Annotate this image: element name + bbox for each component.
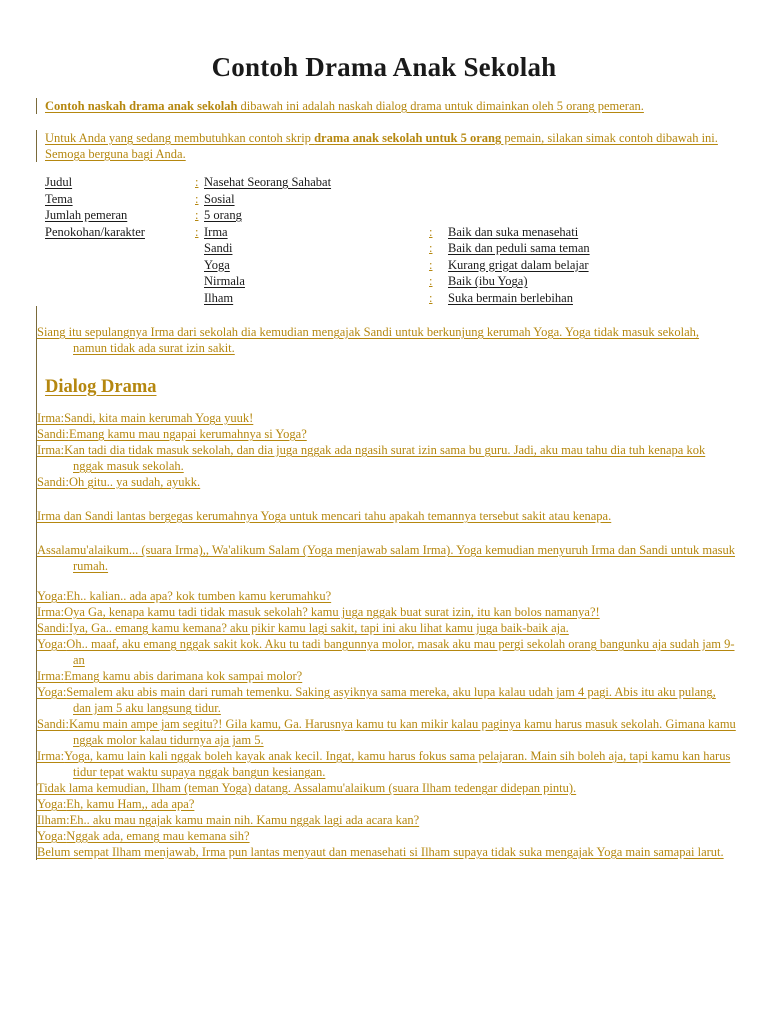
character-name: Nirmala xyxy=(204,274,245,288)
dialog-text: Kan tadi dia tidak masuk sekolah, dan dia juga nggak ada ngasih surat izin sama bu guru. Jadi, aku mau tahu dia tuh kenapa kok nggak masuk sekolah. xyxy=(64,443,706,473)
narration-paragraph: Tidak lama kemudian, Ilham (teman Yoga) datang. Assalamu'alaikum (suara Ilham tedengar didepan pintu). xyxy=(36,780,736,796)
info-row-jumlah xyxy=(45,207,736,224)
speaker-name: Yoga: xyxy=(37,589,67,603)
speaker-name: Irma: xyxy=(37,749,65,763)
dialog-line xyxy=(36,636,736,668)
speaker-name: Ilham: xyxy=(37,813,70,827)
page-title: Contoh Drama Anak Sekolah xyxy=(211,52,557,82)
dialog-text: Eh.. kalian.. ada apa? kok tumben kamu kerumahku? xyxy=(66,589,332,603)
dialog-text: Iya, Ga.. emang kamu kemana? aku pikir kamu lagi sakit, tapi ini aku lihat kamu juga baik-baik aja. xyxy=(68,621,569,635)
dialog-line xyxy=(36,410,736,426)
intro-paragraph-2 xyxy=(36,130,736,162)
character-name: Irma xyxy=(204,224,228,239)
speaker-name: Sandi: xyxy=(37,717,69,731)
dialog-line xyxy=(36,828,736,844)
dialog-block-b xyxy=(36,588,736,780)
character-trait: Baik dan suka menasehati xyxy=(448,224,579,239)
info-label: Judul xyxy=(45,175,73,189)
narration-paragraph: Irma dan Sandi lantas bergegas kerumahnya Yoga untuk mencari tahu apakah temannya tersebut sakit atau kenapa. xyxy=(36,508,736,524)
info-row-character-sandi xyxy=(45,240,736,257)
character-name: Yoga xyxy=(204,257,230,272)
spacer xyxy=(36,356,736,374)
speaker-name: Yoga: xyxy=(37,829,67,843)
character-trait: Baik (ibu Yoga) xyxy=(448,274,528,288)
spacer xyxy=(36,306,736,324)
spacer xyxy=(36,400,736,410)
drama-info-table xyxy=(36,174,736,306)
character-trait: Suka bermain berlebihan xyxy=(448,290,573,305)
intro-text: pemain, silakan simak contoh dibawah ini. Semoga berguna bagi Anda. xyxy=(45,131,718,161)
dialog-line xyxy=(36,426,736,442)
info-row-character-yoga xyxy=(45,257,736,274)
dialog-text: Semalem aku abis main dari rumah temenku. Saking asyiknya sama mereka, aku lupa kalau udah jam 4 pagi. Abis itu aku pulang, dan jam 5 aku langsung tidur. xyxy=(66,685,716,715)
dialog-text: Yoga, kamu lain kali nggak boleh kayak anak kecil. Ingat, kamu harus fokus sama pelajaran. Main sih boleh aja, tapi kamu kan harus tidur tepat waktu supaya nggak bangun kesiangan. xyxy=(64,749,731,779)
info-colon: : xyxy=(429,257,433,272)
info-colon: : xyxy=(429,224,433,239)
info-value: Nasehat Seorang Sahabat xyxy=(204,175,332,189)
info-label: Penokohan/karakter xyxy=(45,224,145,239)
dialog-text: Oya Ga, kenapa kamu tadi tidak masuk sekolah? kamu juga nggak buat surat izin, itu kan bolos namanya?! xyxy=(64,605,600,619)
dialog-text: Emang kamu abis darimana kok sampai molor? xyxy=(64,669,303,683)
character-trait: Kurang grigat dalam belajar xyxy=(448,257,589,272)
info-colon: : xyxy=(429,241,433,255)
dialog-line xyxy=(36,716,736,748)
info-value: Sosial xyxy=(204,191,235,206)
intro-bold-phrase[interactable]: Contoh naskah drama anak sekolah xyxy=(45,99,238,113)
dialog-block-c xyxy=(36,796,736,844)
dialog-line xyxy=(36,748,736,780)
dialog-text: Eh, kamu Ham,, ada apa? xyxy=(66,797,195,811)
info-colon: : xyxy=(195,224,199,239)
dialog-line xyxy=(36,604,736,620)
narration-paragraph: Belum sempat Ilham menjawab, Irma pun lantas menyaut dan menasehati si Ilham supaya tidak suka mengajak Yoga main samapai larut. xyxy=(36,844,736,860)
dialog-text: Emang kamu mau ngapai kerumahnya si Yoga? xyxy=(68,427,307,441)
dialog-text: Kamu main ampe jam segitu?! Gila kamu, Ga. Harusnya kamu tu kan mikir kalau paginya kamu harus masuk sekolah. Gimana kamu nggak molor kalau tidurnya aja jam 5. xyxy=(68,717,736,747)
intro-text: dibawah ini adalah naskah dialog drama untuk dimainkan oleh 5 orang pemeran. xyxy=(237,99,644,113)
intro-paragraph-1 xyxy=(36,98,736,114)
info-row-judul xyxy=(45,174,736,191)
info-row-character-nirmala xyxy=(45,273,736,290)
narration-paragraph: Siang itu sepulangnya Irma dari sekolah dia kemudian mengajak Sandi untuk berkunjung kerumah Yoga. Yoga tidak masuk sekolah, namun tidak ada surat izin sakit. xyxy=(36,324,736,356)
info-colon: : xyxy=(195,175,199,189)
spacer xyxy=(36,524,736,542)
character-name: Ilham xyxy=(204,290,234,305)
dialog-line xyxy=(36,442,736,474)
character-name: Sandi xyxy=(204,241,233,255)
intro-bold-phrase[interactable]: drama anak sekolah untuk 5 orang xyxy=(314,131,502,145)
dialog-line xyxy=(36,588,736,604)
speaker-name: Sandi: xyxy=(37,475,69,489)
speaker-name: Irma: xyxy=(37,605,65,619)
dialog-text: Nggak ada, emang mau kemana sih? xyxy=(66,829,250,843)
speaker-name: Sandi: xyxy=(37,621,69,635)
speaker-name: Yoga: xyxy=(37,637,67,651)
info-colon: : xyxy=(195,208,199,222)
dialog-line xyxy=(36,620,736,636)
spacer xyxy=(36,574,736,588)
speaker-name: Irma: xyxy=(37,669,65,683)
info-colon: : xyxy=(195,191,199,206)
info-label: Jumlah pemeran xyxy=(45,208,128,222)
dialog-line xyxy=(36,812,736,828)
speaker-name: Irma: xyxy=(37,443,65,457)
dialog-line xyxy=(36,684,736,716)
character-trait: Baik dan peduli sama teman xyxy=(448,241,590,255)
narration-paragraph: Assalamu'alaikum... (suara Irma),, Wa'alikum Salam (Yoga menjawab salam Irma). Yoga kemudian menyuruh Irma dan Sandi untuk masuk rumah. xyxy=(37,543,736,573)
dialog-text: Oh gitu.. ya sudah, ayukk. xyxy=(68,475,201,489)
dialog-text: Eh.. aku mau ngajak kamu main nih. Kamu nggak lagi ada acara kan? xyxy=(69,813,420,827)
spacer xyxy=(36,490,736,508)
dialog-block-a xyxy=(36,410,736,490)
speaker-name: Irma: xyxy=(37,411,65,425)
info-row-tema xyxy=(45,191,736,208)
dialog-text: Sandi, kita main kerumah Yoga yuuk! xyxy=(64,411,254,425)
info-label: Tema xyxy=(45,191,73,206)
speaker-name: Yoga: xyxy=(37,685,67,699)
speaker-name: Yoga: xyxy=(37,797,67,811)
info-colon: : xyxy=(429,274,433,288)
speaker-name: Sandi: xyxy=(37,427,69,441)
dialog-heading: Dialog Drama xyxy=(36,374,736,400)
dialog-line xyxy=(36,796,736,812)
info-colon: : xyxy=(429,290,433,305)
intro-text: Untuk Anda yang sedang membutuhkan contoh skrip xyxy=(45,131,315,145)
info-row-character-ilham xyxy=(45,290,736,307)
info-value: 5 orang xyxy=(204,208,242,222)
info-row-character-irma xyxy=(45,224,736,241)
dialog-line xyxy=(36,474,736,490)
dialog-line xyxy=(36,668,736,684)
dialog-text: Oh.. maaf, aku emang nggak sakit kok. Aku tu tadi bangunnya molor, masak aku mau pergi sekolah orang bangunku aja sudah jam 9-an xyxy=(66,637,735,667)
document-body xyxy=(36,98,736,860)
